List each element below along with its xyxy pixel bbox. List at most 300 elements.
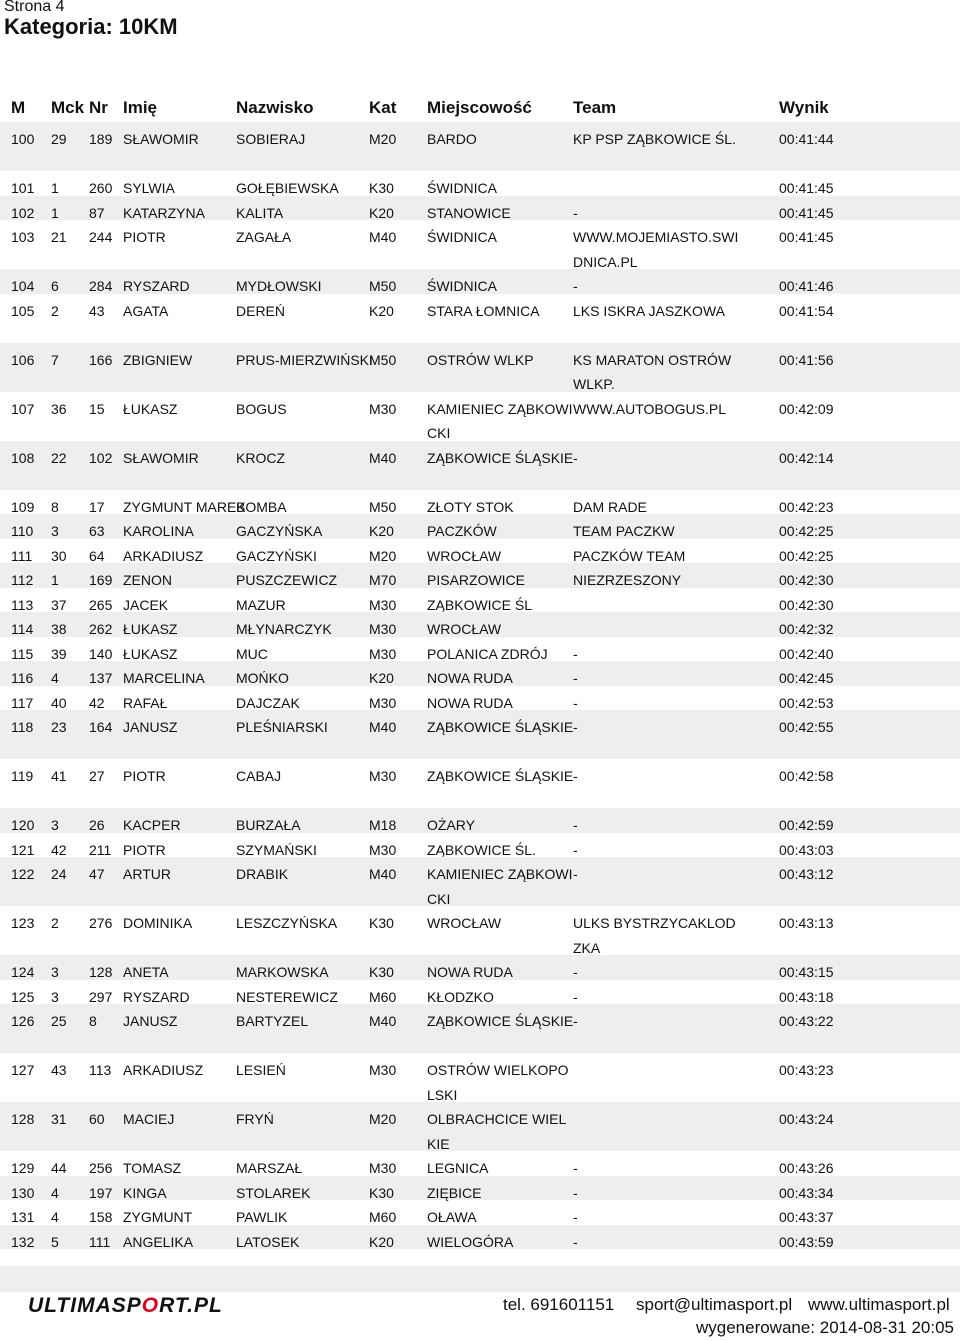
cell-mck: 39: [51, 645, 67, 662]
cell-wynik: 00:42:09: [779, 400, 834, 417]
cell-wynik: 00:42:55: [779, 719, 834, 735]
cell-nazwisko: LESIEŃ: [236, 1062, 286, 1078]
cell-kat: M20: [369, 1111, 397, 1127]
cell-m: 127: [11, 1062, 35, 1078]
cell-mck: 1: [51, 572, 59, 588]
cell-mck: 1: [51, 180, 59, 196]
cell-m: 122: [11, 866, 35, 882]
cell-kat: M20: [369, 131, 397, 147]
cell-m: 102: [11, 204, 35, 221]
cell-miejscowosc: KAMIENIEC ZĄBKOWICKI: [427, 400, 573, 441]
cell-wynik: 00:43:26: [779, 1160, 834, 1176]
cell-miejscowosc: STANOWICE: [427, 204, 511, 221]
cell-m: 128: [11, 1111, 35, 1127]
cell-nr: 113: [89, 1062, 112, 1078]
cell-nazwisko: PLEŚNIARSKI: [236, 719, 328, 735]
table-row: [0, 294, 960, 343]
cell-miejscowosc: WROCŁAW: [427, 547, 502, 564]
cell-nr: 166: [89, 351, 113, 368]
cell-m: 108: [11, 449, 35, 466]
cell-kat: K20: [369, 523, 394, 539]
col-header-wynik: Wynik: [779, 98, 829, 117]
cell-wynik: 00:42:23: [779, 498, 834, 515]
cell-team: NIEZRZESZONY: [573, 572, 682, 588]
cell-nr: 42: [89, 694, 105, 711]
cell-wynik: 00:43:12: [779, 866, 834, 882]
cell-nr: 158: [89, 1209, 113, 1225]
cell-wynik: 00:43:24: [779, 1111, 834, 1127]
cell-team: -: [573, 1233, 578, 1250]
cell-wynik: 00:43:13: [779, 915, 834, 931]
table-row: [0, 1176, 960, 1201]
cell-imie: TOMASZ: [123, 1160, 182, 1176]
cell-nr: 87: [89, 204, 105, 221]
cell-imie: RAFAŁ: [123, 694, 168, 711]
cell-m: 132: [11, 1233, 35, 1250]
cell-imie: JACEK: [123, 596, 169, 613]
cell-miejscowosc: NOWA RUDA: [427, 670, 513, 686]
cell-nazwisko: PRUS-MIERZWIŃSKI: [236, 351, 373, 368]
cell-imie: ZENON: [123, 572, 172, 588]
cell-m: 118: [11, 719, 34, 735]
cell-wynik: 00:41:54: [779, 302, 834, 319]
cell-wynik: 00:43:23: [779, 1062, 834, 1078]
cell-kat: K30: [369, 180, 394, 196]
table-row: [0, 612, 960, 637]
table-row: [0, 171, 960, 196]
cell-nr: 189: [89, 131, 113, 147]
cell-m: 119: [11, 768, 34, 784]
cell-wynik: 00:42:40: [779, 645, 834, 662]
cell-miejscowosc: ZĄBKOWICE ŚLĄSKIE: [427, 768, 574, 784]
cell-m: 129: [11, 1160, 35, 1176]
cell-nr: 164: [89, 719, 113, 735]
cell-kat: M30: [369, 841, 397, 858]
page-label: Strona 4: [4, 0, 65, 15]
cell-nr: 63: [89, 523, 105, 539]
cell-m: 111: [11, 547, 33, 564]
cell-wynik: 00:42:30: [779, 572, 834, 588]
cell-wynik: 00:42:30: [779, 596, 834, 613]
cell-team: DAM RADE: [573, 498, 647, 515]
col-header-imie: Imię: [123, 98, 158, 117]
cell-m: 120: [11, 817, 35, 833]
cell-mck: 2: [51, 915, 59, 931]
cell-kat: K30: [369, 915, 394, 931]
cell-nr: 102: [89, 449, 113, 466]
ultimasport-logo: ULTIMASPORT.PL: [28, 1294, 223, 1317]
table-row: [0, 122, 960, 171]
cell-team: -: [573, 670, 578, 686]
col-header-team: Team: [573, 98, 617, 117]
cell-nazwisko: GOŁĘBIEWSKA: [236, 180, 339, 196]
cell-kat: M30: [369, 768, 397, 784]
cell-team: WWW.MOJEMIASTO.SWIDNICA.PL: [573, 229, 739, 270]
cell-mck: 4: [51, 1209, 59, 1225]
cell-nazwisko: GACZYŃSKI: [236, 547, 317, 564]
cell-nr: 64: [89, 547, 105, 564]
cell-nazwisko: MYDŁOWSKI: [236, 278, 322, 294]
cell-mck: 1: [51, 204, 59, 221]
cell-team: LKS ISKRA JASZKOWA: [573, 302, 725, 319]
cell-wynik: 00:43:03: [779, 841, 834, 858]
cell-miejscowosc: ZĄBKOWICE ŚLĄSKIE: [427, 449, 574, 466]
cell-nazwisko: DEREŃ: [236, 302, 286, 319]
cell-mck: 8: [51, 498, 59, 515]
cell-miejscowosc: ZIĘBICE: [427, 1184, 482, 1201]
cell-kat: M60: [369, 1209, 397, 1225]
cell-team: KS MARATON OSTRÓW WLKP.: [573, 351, 732, 392]
cell-nazwisko: ZAGAŁA: [236, 229, 292, 245]
cell-wynik: 00:42:25: [779, 547, 834, 564]
col-header-kat: Kat: [369, 98, 397, 117]
cell-imie: ŁUKASZ: [123, 400, 178, 417]
cell-imie: ZBIGNIEW: [123, 351, 193, 368]
table-row: [0, 710, 960, 759]
cell-kat: K20: [369, 670, 394, 686]
cell-kat: M40: [369, 449, 397, 466]
cell-mck: 38: [51, 621, 67, 637]
table-row: [0, 490, 960, 515]
cell-wynik: 00:42:58: [779, 768, 834, 784]
footer-email: sport@ultimasport.pl: [636, 1295, 793, 1314]
cell-nazwisko: GACZYŃSKA: [236, 523, 323, 539]
cell-imie: ARKADIUSZ: [123, 1062, 204, 1078]
cell-wynik: 00:42:59: [779, 817, 834, 833]
cell-imie: ZYGMUNT MAREK: [123, 498, 246, 515]
cell-imie: MARCELINA: [123, 670, 205, 686]
cell-m: 103: [11, 229, 35, 245]
cell-miejscowosc: ZĄBKOWICE ŚL.: [427, 841, 536, 858]
cell-imie: JANUSZ: [123, 1013, 178, 1029]
table-row: [0, 857, 960, 906]
cell-team: -: [573, 964, 578, 980]
cell-imie: PIOTR: [123, 229, 166, 245]
cell-nazwisko: NESTEREWICZ: [236, 988, 338, 1005]
cell-team: -: [573, 1209, 578, 1225]
cell-m: 106: [11, 351, 35, 368]
cell-nazwisko: DAJCZAK: [236, 694, 300, 711]
cell-nazwisko: SZYMAŃSKI: [236, 841, 317, 858]
cell-nr: 128: [89, 964, 113, 980]
cell-nr: 43: [89, 302, 105, 319]
cell-nazwisko: LESZCZYŃSKA: [236, 915, 338, 931]
cell-wynik: 00:43:37: [779, 1209, 834, 1225]
cell-imie: ANETA: [123, 964, 169, 980]
cell-imie: SŁAWOMIR: [123, 131, 199, 147]
cell-team: -: [573, 278, 578, 294]
cell-wynik: 00:42:53: [779, 694, 834, 711]
cell-mck: 24: [51, 866, 67, 882]
cell-m: 107: [11, 400, 35, 417]
cell-mck: 36: [51, 400, 67, 417]
table-row: [0, 980, 960, 1005]
cell-nazwisko: DRABIK: [236, 866, 289, 882]
cell-miejscowosc: OŁAWA: [427, 1209, 477, 1225]
cell-wynik: 00:43:18: [779, 988, 834, 1005]
cell-nazwisko: BARTYZEL: [236, 1013, 309, 1029]
cell-kat: M30: [369, 596, 397, 613]
cell-wynik: 00:41:56: [779, 351, 834, 368]
cell-mck: 31: [51, 1111, 67, 1127]
cell-imie: ŁUKASZ: [123, 645, 178, 662]
cell-kat: M60: [369, 988, 397, 1005]
cell-miejscowosc: STARA ŁOMNICA: [427, 302, 540, 319]
cell-imie: ANGELIKA: [123, 1233, 194, 1250]
cell-m: 101: [11, 180, 35, 196]
cell-kat: K30: [369, 964, 394, 980]
cell-nazwisko: STOLAREK: [236, 1184, 311, 1201]
cell-kat: M70: [369, 572, 397, 588]
cell-miejscowosc: WIELOGÓRA: [427, 1233, 514, 1250]
cell-nazwisko: MAZUR: [236, 596, 286, 613]
cell-mck: 7: [51, 351, 59, 368]
cell-team: -: [573, 1184, 578, 1201]
table-row: [0, 563, 960, 588]
cell-nazwisko: PAWLIK: [236, 1209, 288, 1225]
cell-nazwisko: LATOSEK: [236, 1233, 300, 1250]
cell-nr: 265: [89, 596, 113, 613]
cell-team: -: [573, 1013, 578, 1029]
cell-nr: 256: [89, 1160, 113, 1176]
table-row: [0, 392, 960, 441]
col-header-nazwisko: Nazwisko: [236, 98, 314, 117]
cell-kat: M30: [369, 645, 397, 662]
cell-wynik: 00:41:44: [779, 131, 834, 147]
cell-nr: 137: [89, 670, 113, 686]
cell-kat: M30: [369, 1160, 397, 1176]
cell-team: -: [573, 449, 578, 466]
cell-imie: PIOTR: [123, 841, 166, 858]
cell-team: -: [573, 694, 578, 711]
table-row: [0, 1004, 960, 1053]
cell-miejscowosc: ZĄBKOWICE ŚLĄSKIE: [427, 719, 574, 735]
cell-nr: 297: [89, 988, 113, 1005]
cell-wynik: 00:41:45: [779, 180, 834, 196]
cell-imie: KAROLINA: [123, 523, 194, 539]
cell-nr: 111: [89, 1233, 111, 1250]
cell-wynik: 00:42:14: [779, 449, 834, 466]
cell-imie: SŁAWOMIR: [123, 449, 199, 466]
category-title: Kategoria: 10KM: [4, 14, 178, 39]
cell-nazwisko: BOMBA: [236, 498, 287, 515]
cell-nr: 262: [89, 621, 113, 637]
cell-kat: M30: [369, 400, 397, 417]
table-row: [0, 1200, 960, 1225]
col-header-mck: Mck: [51, 98, 85, 117]
cell-m: 121: [11, 841, 35, 858]
table-row: [0, 269, 960, 294]
cell-miejscowosc: ŚWIDNICA: [427, 229, 497, 245]
cell-m: 115: [11, 645, 34, 662]
cell-nr: 8: [89, 1013, 97, 1029]
cell-kat: M20: [369, 547, 397, 564]
cell-nr: 47: [89, 866, 105, 882]
cell-imie: KATARZYNA: [123, 204, 205, 221]
cell-mck: 3: [51, 817, 59, 833]
cell-miejscowosc: ZĄBKOWICE ŚL: [427, 596, 533, 613]
cell-wynik: 00:43:15: [779, 964, 834, 980]
cell-nazwisko: MARSZAŁ: [236, 1160, 303, 1176]
cell-imie: ARKADIUSZ: [123, 547, 204, 564]
table-row: [0, 906, 960, 955]
cell-wynik: 00:42:25: [779, 523, 834, 539]
cell-mck: 5: [51, 1233, 59, 1250]
cell-nazwisko: SOBIERAJ: [236, 131, 306, 147]
cell-wynik: 00:43:59: [779, 1233, 834, 1250]
cell-m: 117: [11, 694, 34, 711]
cell-miejscowosc: NOWA RUDA: [427, 694, 513, 711]
cell-team: TEAM PACZKW: [573, 523, 675, 539]
cell-mck: 42: [51, 841, 67, 858]
cell-nazwisko: BURZAŁA: [236, 817, 301, 833]
cell-m: 109: [11, 498, 35, 515]
table-row: [0, 588, 960, 613]
cell-nazwisko: KROCZ: [236, 449, 285, 466]
cell-kat: M18: [369, 817, 397, 833]
cell-nazwisko: BOGUS: [236, 400, 287, 417]
results-table: [0, 122, 960, 1249]
cell-mck: 6: [51, 278, 59, 294]
cell-m: 124: [11, 964, 35, 980]
footer-website[interactable]: www.ultimasport.pl: [808, 1295, 950, 1314]
table-row: [0, 1102, 960, 1151]
cell-miejscowosc: OSTRÓW WLKP: [427, 351, 534, 368]
cell-mck: 37: [51, 596, 67, 613]
cell-mck: 41: [51, 768, 67, 784]
table-row: [0, 686, 960, 711]
cell-mck: 43: [51, 1062, 67, 1078]
col-header-nr: Nr: [89, 98, 108, 117]
cell-team: PACZKÓW TEAM: [573, 547, 686, 564]
table-row: [0, 833, 960, 858]
footer-stripe: [0, 1266, 960, 1292]
cell-team: -: [573, 817, 578, 833]
cell-miejscowosc: PISARZOWICE: [427, 572, 526, 588]
cell-m: 114: [11, 621, 34, 637]
cell-miejscowosc: BARDO: [427, 131, 477, 147]
cell-nr: 60: [89, 1111, 105, 1127]
cell-m: 125: [11, 988, 35, 1005]
results-header: [0, 98, 960, 120]
cell-imie: KINGA: [123, 1184, 167, 1201]
cell-nr: 244: [89, 229, 113, 245]
table-row: [0, 955, 960, 980]
cell-kat: K30: [369, 1184, 394, 1201]
cell-team: -: [573, 866, 578, 882]
cell-team: -: [573, 841, 578, 858]
cell-miejscowosc: OSTRÓW WIELKOPOLSKI: [427, 1062, 569, 1103]
cell-nazwisko: MARKOWSKA: [236, 964, 329, 980]
table-row: [0, 539, 960, 564]
cell-imie: AGATA: [123, 302, 169, 319]
cell-miejscowosc: KAMIENIEC ZĄBKOWICKI: [427, 866, 573, 907]
footer-phone: tel. 691601151: [503, 1295, 615, 1314]
cell-imie: SYLWIA: [123, 180, 175, 196]
cell-mck: 25: [51, 1013, 67, 1029]
table-row: [0, 1151, 960, 1176]
cell-kat: K20: [369, 1233, 394, 1250]
cell-wynik: 00:41:45: [779, 204, 834, 221]
table-row: [0, 343, 960, 392]
col-header-m: M: [11, 98, 26, 117]
cell-kat: K20: [369, 204, 394, 221]
cell-mck: 2: [51, 302, 59, 319]
cell-nr: 211: [89, 841, 112, 858]
cell-wynik: 00:41:45: [779, 229, 834, 245]
cell-team: WWW.AUTOBOGUS.PL: [573, 400, 726, 417]
cell-imie: ZYGMUNT: [123, 1209, 193, 1225]
cell-m: 105: [11, 302, 35, 319]
cell-imie: ARTUR: [123, 866, 171, 882]
cell-mck: 44: [51, 1160, 67, 1176]
col-header-miejscowosc: Miejscowość: [427, 98, 532, 117]
cell-kat: M30: [369, 694, 397, 711]
cell-kat: M40: [369, 866, 397, 882]
cell-nazwisko: CABAJ: [236, 768, 282, 784]
table-row: [0, 1053, 960, 1102]
table-row: [0, 759, 960, 808]
cell-imie: JANUSZ: [123, 719, 178, 735]
cell-team: -: [573, 768, 578, 784]
cell-nazwisko: MŁYNARCZYK: [236, 621, 332, 637]
cell-miejscowosc: ŚWIDNICA: [427, 278, 497, 294]
cell-mck: 3: [51, 964, 59, 980]
cell-miejscowosc: KŁODZKO: [427, 988, 494, 1005]
cell-kat: M30: [369, 621, 397, 637]
cell-kat: M50: [369, 351, 397, 368]
table-row: [0, 808, 960, 833]
cell-mck: 21: [51, 229, 67, 245]
cell-nazwisko: PUSZCZEWICZ: [236, 572, 338, 588]
cell-imie: MACIEJ: [123, 1111, 175, 1127]
cell-nazwisko: MOŃKO: [236, 670, 289, 686]
cell-team: ULKS BYSTRZYCAKLODZKA: [573, 915, 736, 956]
cell-kat: M40: [369, 719, 397, 735]
cell-mck: 22: [51, 449, 67, 466]
cell-miejscowosc: NOWA RUDA: [427, 964, 513, 980]
cell-miejscowosc: ŚWIDNICA: [427, 180, 497, 196]
cell-m: 110: [11, 523, 34, 539]
cell-kat: M50: [369, 278, 397, 294]
cell-m: 116: [11, 670, 34, 686]
generated-timestamp: wygenerowane: 2014-08-31 20:05: [695, 1318, 954, 1337]
cell-mck: 40: [51, 694, 67, 711]
cell-miejscowosc: ZŁOTY STOK: [427, 498, 514, 515]
cell-m: 104: [11, 278, 35, 294]
cell-nazwisko: FRYŃ: [236, 1111, 274, 1127]
cell-nr: 197: [89, 1184, 113, 1201]
cell-nazwisko: MUC: [236, 645, 268, 662]
cell-nr: 276: [89, 915, 113, 931]
table-row: [0, 637, 960, 662]
cell-kat: M50: [369, 498, 397, 515]
cell-m: 112: [11, 572, 34, 588]
table-row: [0, 196, 960, 221]
cell-team: -: [573, 1160, 578, 1176]
cell-team: -: [573, 719, 578, 735]
cell-m: 126: [11, 1013, 35, 1029]
cell-mck: 29: [51, 131, 67, 147]
table-row: [0, 514, 960, 539]
cell-miejscowosc: WROCŁAW: [427, 621, 502, 637]
cell-mck: 3: [51, 988, 59, 1005]
cell-m: 100: [11, 131, 35, 147]
table-row: [0, 220, 960, 269]
cell-imie: RYSZARD: [123, 278, 190, 294]
cell-miejscowosc: LEGNICA: [427, 1160, 489, 1176]
cell-team: -: [573, 645, 578, 662]
